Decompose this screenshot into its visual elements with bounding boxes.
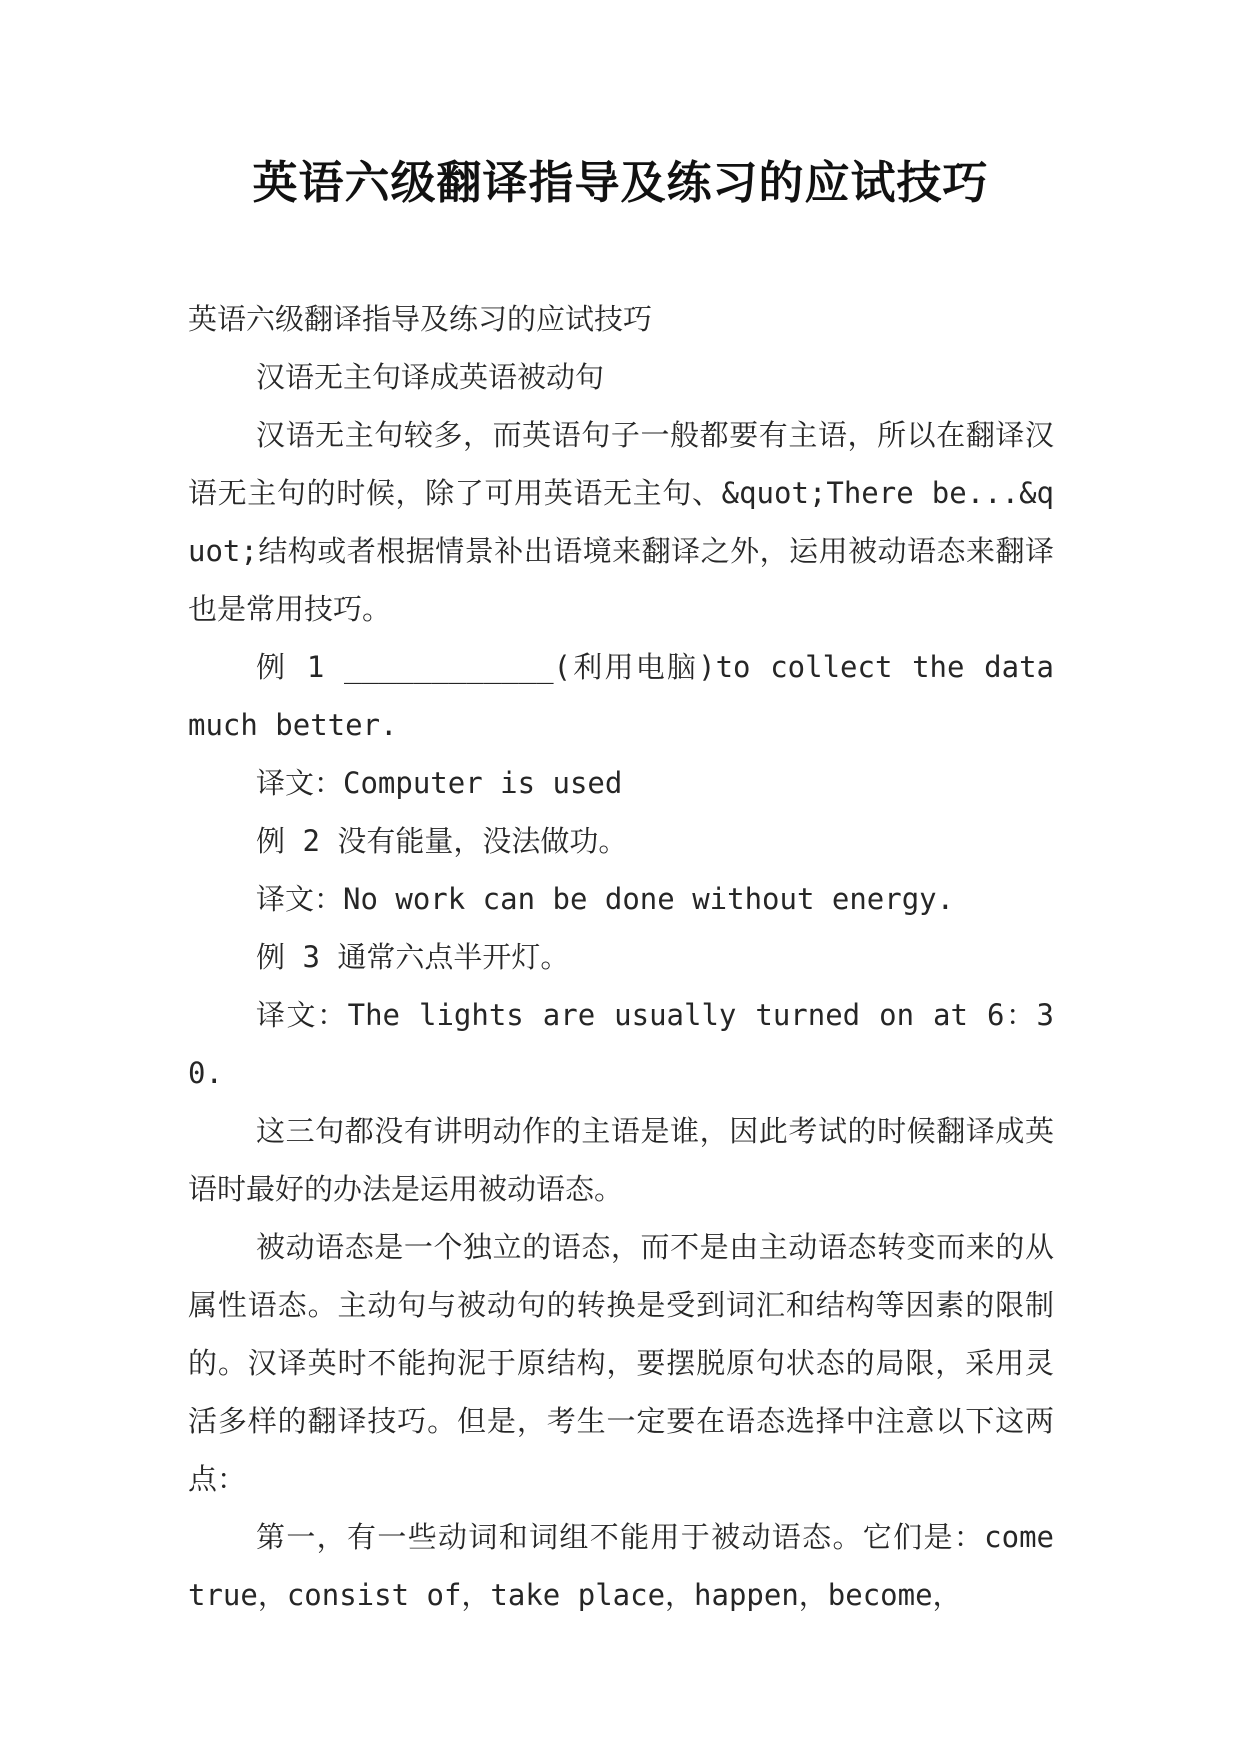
- paragraph-example-1: 例 1 ____________(利用电脑)to collect the data much better.: [188, 650, 1054, 742]
- paragraph-point-one: 第一，有一些动词和词组不能用于被动语态。它们是：come true，consist of，take place，happen，become，: [188, 1520, 1054, 1612]
- paragraph-passive-voice: 被动语态是一个独立的语态，而不是由主动语态转变而来的从属性语态。主动句与被动句的转换是受到词汇和结构等因素的限制的。汉译英时不能拘泥于原结构，要摆脱原句状态的局限，采用灵活多样的翻译技巧。但是，考生一定要在语态选择中注意以下这两点：: [188, 1230, 1054, 1496]
- paragraph-translation-2: 译文：No work can be done without energy.: [256, 882, 955, 916]
- paragraph-translation-1: 译文：Computer is used: [256, 766, 623, 800]
- paragraph-example-3: 例 3 通常六点半开灯。: [256, 940, 570, 974]
- paragraph-subtitle: 英语六级翻译指导及练习的应试技巧: [188, 302, 653, 336]
- paragraph-intro: 汉语无主句较多，而英语句子一般都要有主语，所以在翻译汉语无主句的时候，除了可用英语无主句、&quot;There be...&quot;结构或者根据情景补出语境来翻译之外，运用被动语态来翻译也是常用技巧。: [188, 418, 1054, 626]
- paragraph-heading: 汉语无主句译成英语被动句: [256, 360, 605, 394]
- paragraph-summary: 这三句都没有讲明动作的主语是谁，因此考试的时候翻译成英语时最好的办法是运用被动语态。: [188, 1114, 1054, 1206]
- paragraph-example-2: 例 2 没有能量，没法做功。: [256, 824, 628, 858]
- document-body: [188, 290, 1054, 1624]
- document-title: 英语六级翻译指导及练习的应试技巧: [252, 156, 989, 209]
- paragraph-translation-3: 译文：The lights are usually turned on at 6：30.: [188, 998, 1054, 1090]
